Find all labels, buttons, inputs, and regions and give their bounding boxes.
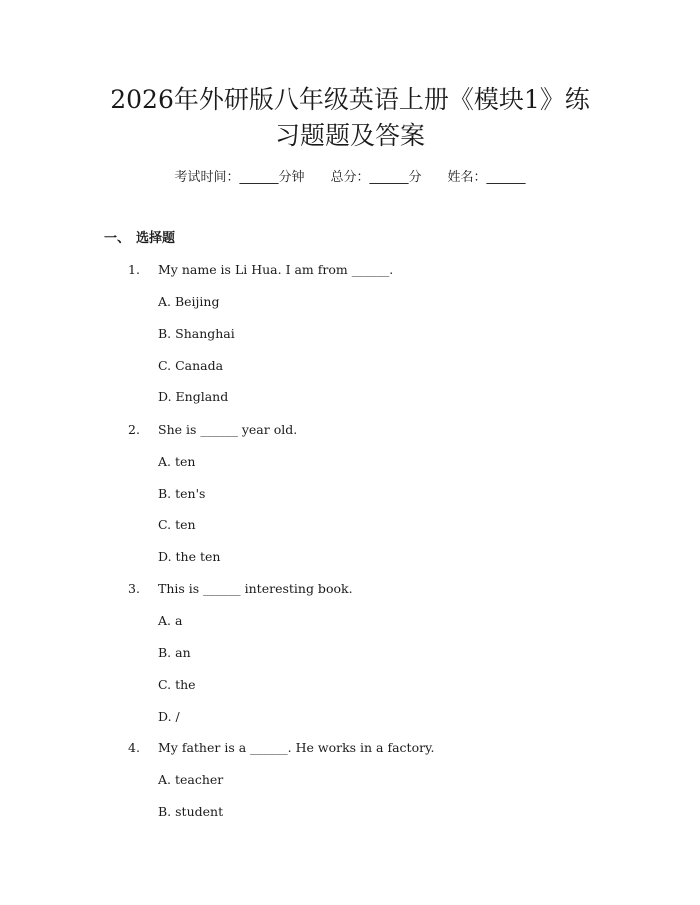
answer-option: A. a <box>158 613 183 628</box>
section-title: 选择题 <box>136 231 176 246</box>
answer-option: C. the <box>158 677 196 692</box>
answer-option: D. / <box>158 709 180 724</box>
document-title-line-1: 2026年外研版八年级英语上册《模块1》练 <box>110 85 590 114</box>
answer-option: A. ten <box>158 454 196 469</box>
question-text: My name is Li Hua. I am from ______. <box>158 262 394 277</box>
question-text: My father is a ______. He works in a factory. <box>158 740 435 755</box>
answer-option: D. the ten <box>158 549 221 564</box>
answer-option: C. Canada <box>158 358 224 373</box>
answer-option: B. an <box>158 645 191 660</box>
question-number: 3. <box>128 581 140 596</box>
student-name-field: 姓名：______ <box>447 170 526 185</box>
answer-option: B. Shanghai <box>158 326 235 341</box>
total-score-field: 总分：______分 <box>330 170 422 185</box>
question-number: 4. <box>128 740 140 755</box>
answer-option: C. ten <box>158 517 196 532</box>
section-number: 一、 <box>104 231 131 246</box>
answer-option: B. ten's <box>158 486 206 501</box>
section-heading <box>104 229 175 249</box>
question-number: 2. <box>128 422 140 437</box>
answer-option: B. student <box>158 804 224 819</box>
document-title-line-2: 习题题及答案 <box>274 121 425 150</box>
question-text: She is ______ year old. <box>158 422 298 437</box>
exam-time-field: 考试时间：______分钟 <box>174 170 305 185</box>
answer-option: D. England <box>158 389 229 404</box>
answer-option: A. teacher <box>158 772 224 787</box>
question-number: 1. <box>128 262 140 277</box>
question-text: This is ______ interesting book. <box>158 581 353 596</box>
answer-option: A. Beijing <box>158 294 220 309</box>
exam-info-row <box>0 168 700 188</box>
